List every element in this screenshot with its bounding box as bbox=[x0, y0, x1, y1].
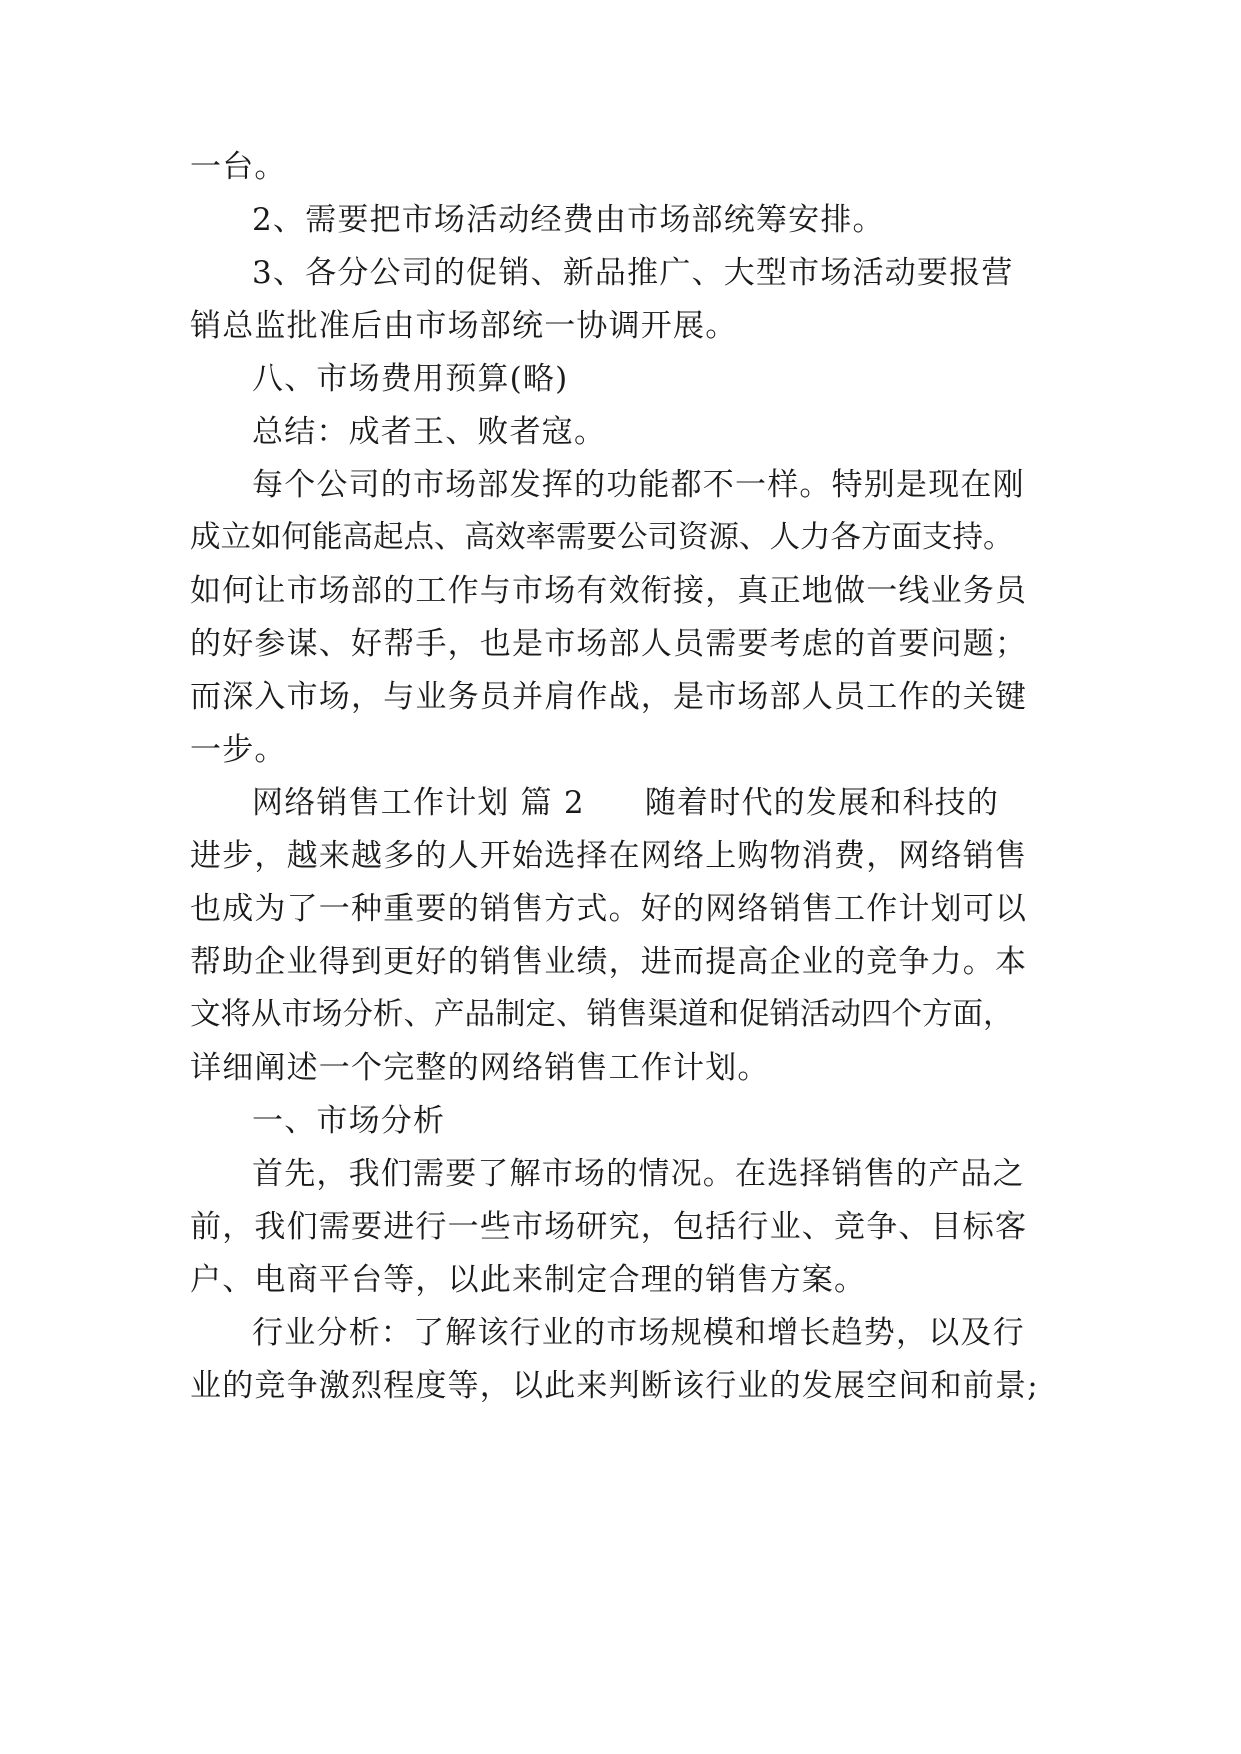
section-heading: 一、市场分析 bbox=[252, 1103, 446, 1139]
text-line: 如何让市场部的工作与市场有效衔接，真正地做一线业务员 bbox=[190, 573, 1028, 609]
text-line: 成立如何能高起点、高效率需要公司资源、人力各方面支持。 bbox=[190, 520, 1014, 555]
text-line: 总结：成者王、败者寇。 bbox=[252, 414, 607, 450]
text-line: 3、各分公司的促销、新品推广、大型市场活动要报营 bbox=[252, 255, 1014, 291]
text-fragment: 随着时代的发展和科技的 bbox=[644, 785, 1000, 821]
text-line: 业的竞争激烈程度等，以此来判断该行业的发展空间和前景; bbox=[190, 1368, 1039, 1404]
text-line: 进步，越来越多的人开始选择在网络上购物消费，网络销售 bbox=[190, 838, 1028, 874]
text-line: 一步。 bbox=[190, 732, 287, 768]
text-line: 一台。 bbox=[190, 149, 287, 185]
text-line: 户、电商平台等，以此来制定合理的销售方案。 bbox=[190, 1262, 867, 1298]
section-heading: 八、市场费用预算(略) bbox=[252, 361, 569, 397]
text-line: 销总监批准后由市场部统一协调开展。 bbox=[190, 308, 738, 344]
text-line: 也成为了一种重要的销售方式。好的网络销售工作计划可以 bbox=[190, 891, 1028, 927]
text-line: 而深入市场，与业务员并肩作战，是市场部人员工作的关键 bbox=[190, 679, 1028, 715]
text-line: 首先，我们需要了解市场的情况。在选择销售的产品之 bbox=[252, 1156, 1025, 1192]
text-line: 2、需要把市场活动经费由市场部统筹安排。 bbox=[252, 202, 885, 238]
text-line bbox=[252, 779, 1050, 827]
text-line: 详细阐述一个完整的网络销售工作计划。 bbox=[190, 1050, 770, 1086]
text-line: 帮助企业得到更好的销售业绩，进而提高企业的竞争力。本 bbox=[190, 944, 1028, 980]
text-line: 每个公司的市场部发挥的功能都不一样。特别是现在刚 bbox=[252, 467, 1025, 503]
text-line: 行业分析：了解该行业的市场规模和增长趋势，以及行 bbox=[252, 1315, 1025, 1351]
text-line: 前，我们需要进行一些市场研究，包括行业、竞争、目标客 bbox=[190, 1209, 1028, 1245]
article-title: 网络销售工作计划 篇 2 bbox=[252, 785, 585, 821]
text-line: 的好参谋、好帮手，也是市场部人员需要考虑的首要问题； bbox=[190, 626, 1028, 662]
text-line: 文将从市场分析、产品制定、销售渠道和促销活动四个方面， bbox=[190, 997, 1014, 1032]
